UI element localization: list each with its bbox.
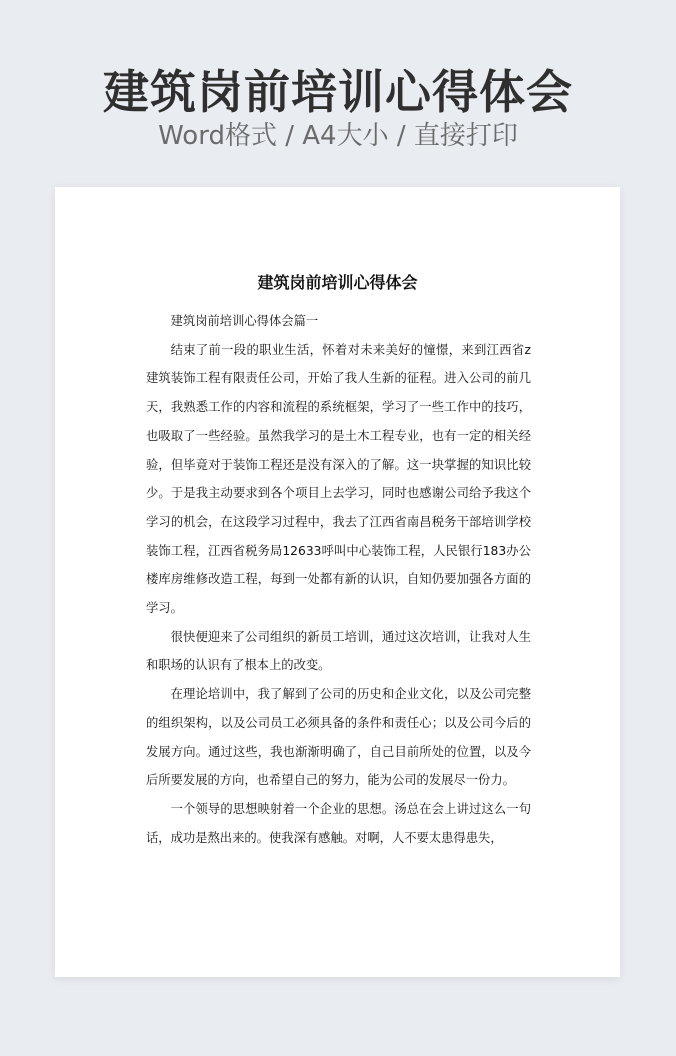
section-heading: 建筑岗前培训心得体会篇一 xyxy=(170,314,319,328)
paragraph: 在理论培训中，我了解到了公司的历史和企业文化，以及公司完整的组织架构，以及公司员工必须具备的条件和责任心；以及公司今后的发展方向。通过这些，我也渐渐明确了，自己目前所处的位置，以及今后所要发展的方向，也希望自己的努力，能为公司的发展尽一份力。 xyxy=(146,687,531,788)
banner-subtitle: Word格式 / A4大小 / 直接打印 xyxy=(158,121,518,151)
paragraph: 一个领导的思想映射着一个企业的思想。汤总在会上讲过这么一句话，成功是熬出来的。使我深有感触。对啊，人不要太患得患失， xyxy=(146,801,531,845)
paragraph: 很快便迎来了公司组织的新员工培训，通过这次培训，让我对人生和职场的认识有了根本上的改变。 xyxy=(146,629,531,673)
document-page xyxy=(55,187,620,977)
banner-title: 建筑岗前培训心得体会 xyxy=(103,65,573,119)
paragraph: 结束了前一段的职业生活，怀着对未来美好的憧憬，来到江西省z建筑装饰工程有限责任公司，开始了我人生新的征程。进入公司的前几天，我熟悉工作的内容和流程的系统框架，学习了一些工作中的技巧，也吸取了一些经验。虽然我学习的是土木工程专业，也有一定的相关经验，但毕竟对于装饰工程还是没有深入的了解。这一块掌握的知识比较少。于是我主动要求到各个项目上去学习，同时也感谢公司给予我这个学习的机会，在这段学习过程中，我去了江西省南昌税务干部培训学校装饰工程，江西省税务局12633呼叫中心装饰工程，人民银行183办公楼库房维修改造工程，每到一处都有新的认识，自知仍要加强各方面的学习。 xyxy=(146,342,531,616)
document-body xyxy=(146,307,531,852)
document-title: 建筑岗前培训心得体会 xyxy=(257,273,418,292)
